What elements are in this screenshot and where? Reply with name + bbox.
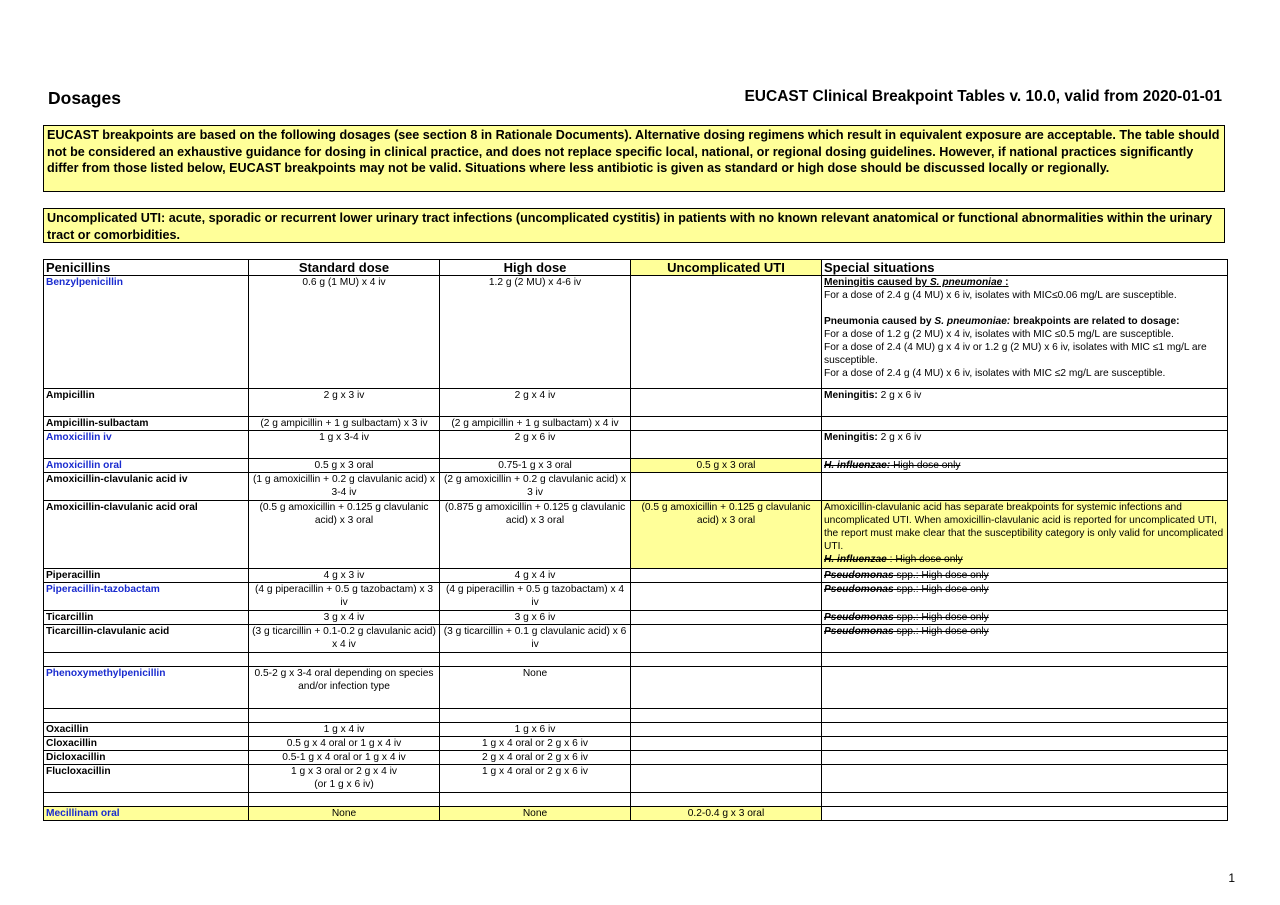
special-situations: [822, 765, 1228, 793]
standard-dose: None: [249, 807, 440, 821]
table-row: [44, 723, 1228, 737]
drug-name: Amoxicillin oral: [44, 459, 249, 473]
uti-dose: [631, 667, 822, 709]
high-dose: (3 g ticarcillin + 0.1 g clavulanic acid) x 6 iv: [440, 625, 631, 653]
special-situations: [822, 667, 1228, 709]
pneumonia-note-3: For a dose of 2.4 g (4 MU) x 6 iv, isolates with MIC ≤2 mg/L are susceptible.: [824, 368, 1166, 379]
spacer-row: [44, 793, 1228, 807]
drug-name: Amoxicillin iv: [44, 431, 249, 459]
table-row: [44, 611, 1228, 625]
standard-dose: 0.5-1 g x 4 oral or 1 g x 4 iv: [249, 751, 440, 765]
drug-name: Ampicillin: [44, 389, 249, 417]
drug-name: Ticarcillin: [44, 611, 249, 625]
special-situations: Meningitis: 2 g x 6 iv: [822, 389, 1228, 417]
meningitis-heading: Meningitis caused by S. pneumoniae :: [824, 277, 1009, 288]
standard-dose: (1 g amoxicillin + 0.2 g clavulanic acid) x 3-4 iv: [249, 473, 440, 501]
table-row: [44, 625, 1228, 653]
high-dose: 1 g x 4 oral or 2 g x 6 iv: [440, 765, 631, 793]
table-row: [44, 389, 1228, 417]
drug-name: Flucloxacillin: [44, 765, 249, 793]
uti-dose: [631, 431, 822, 459]
drug-name: Amoxicillin-clavulanic acid iv: [44, 473, 249, 501]
high-dose: (0.875 g amoxicillin + 0.125 g clavulanic acid) x 3 oral: [440, 501, 631, 569]
spacer-row: [44, 653, 1228, 667]
standard-dose: 4 g x 3 iv: [249, 569, 440, 583]
drug-name: Phenoxymethylpenicillin: [44, 667, 249, 709]
table-row: [44, 501, 1228, 569]
uti-dose: [631, 276, 822, 389]
special-situations: Pseudomonas spp.: High dose only: [822, 569, 1228, 583]
table-row: [44, 751, 1228, 765]
uti-dose: [631, 737, 822, 751]
pneumonia-heading: Pneumonia caused by S. pneumoniae: breakpoints are related to dosage:: [824, 316, 1180, 327]
table-row: [44, 417, 1228, 431]
high-dose: 1.2 g (2 MU) x 4-6 iv: [440, 276, 631, 389]
high-dose: 0.75-1 g x 3 oral: [440, 459, 631, 473]
special-situations: Pseudomonas spp.: High dose only: [822, 625, 1228, 653]
drug-name: Mecillinam oral: [44, 807, 249, 821]
header-high-dose: High dose: [440, 260, 631, 276]
drug-name: Piperacillin: [44, 569, 249, 583]
intro-note: EUCAST breakpoints are based on the following dosages (see section 8 in Rationale Documents). Alternative dosing regimens which result in equivalent exposure are acceptable. The table should not be considered an exhaustive guidance for dosing in clinical practice, and does not replace specific local, national, or regional dosing guidelines. However, if national practices significantly differ from those listed below, EUCAST breakpoints may not be valid. Situations where less antibiotic is given as standard or high dose should be discussed locally or regionally.: [43, 125, 1225, 192]
special-situations: [822, 473, 1228, 501]
pneumonia-note-1: For a dose of 1.2 g (2 MU) x 4 iv, isolates with MIC ≤0.5 mg/L are susceptible.: [824, 329, 1174, 340]
high-dose: 2 g x 4 iv: [440, 389, 631, 417]
special-situations: H. influenzae: High dose only: [822, 459, 1228, 473]
standard-dose: 0.5-2 g x 3-4 oral depending on species and/or infection type: [249, 667, 440, 709]
special-situations: Amoxicillin-clavulanic acid has separate breakpoints for systemic infections and uncomplicated UTI. When amoxicillin-clavulanic acid is reported for uncomplicated UTI, the report must make clear that the susceptibility category is only valid for uncomplicated UTI. H. influenzae : High dose only: [822, 501, 1228, 569]
meningitis-note: For a dose of 2.4 g (4 MU) x 6 iv, isolates with MIC≤0.06 mg/L are susceptible.: [824, 290, 1177, 301]
page-number: 1: [1228, 871, 1235, 885]
uti-dose: [631, 625, 822, 653]
special-situations: [822, 417, 1228, 431]
drug-name: Ticarcillin-clavulanic acid: [44, 625, 249, 653]
header-standard-dose: Standard dose: [249, 260, 440, 276]
standard-dose: (3 g ticarcillin + 0.1-0.2 g clavulanic acid) x 4 iv: [249, 625, 440, 653]
uti-dose: [631, 569, 822, 583]
table-row: [44, 569, 1228, 583]
table-row: [44, 276, 1228, 389]
high-dose: (2 g ampicillin + 1 g sulbactam) x 4 iv: [440, 417, 631, 431]
high-dose: 1 g x 4 oral or 2 g x 6 iv: [440, 737, 631, 751]
header-penicillins: Penicillins: [44, 260, 249, 276]
drug-name: Ampicillin-sulbactam: [44, 417, 249, 431]
high-dose: 2 g x 6 iv: [440, 431, 631, 459]
uti-dose: [631, 723, 822, 737]
special-situations: Pseudomonas spp.: High dose only: [822, 583, 1228, 611]
standard-dose: 3 g x 4 iv: [249, 611, 440, 625]
page-title: Dosages: [48, 88, 121, 108]
uti-dose: (0.5 g amoxicillin + 0.125 g clavulanic acid) x 3 oral: [631, 501, 822, 569]
uti-dose: 0.5 g x 3 oral: [631, 459, 822, 473]
table-row: [44, 765, 1228, 793]
standard-dose: (0.5 g amoxicillin + 0.125 g clavulanic acid) x 3 oral: [249, 501, 440, 569]
standard-dose: (4 g piperacillin + 0.5 g tazobactam) x 3 iv: [249, 583, 440, 611]
table-row: [44, 459, 1228, 473]
uti-dose: [631, 765, 822, 793]
uti-dose: [631, 417, 822, 431]
uti-dose: [631, 583, 822, 611]
table-row: [44, 737, 1228, 751]
high-dose: 1 g x 6 iv: [440, 723, 631, 737]
uti-dose: 0.2-0.4 g x 3 oral: [631, 807, 822, 821]
header-uncomplicated-uti: Uncomplicated UTI: [631, 260, 822, 276]
drug-name: Piperacillin-tazobactam: [44, 583, 249, 611]
special-situations: Pseudomonas spp.: High dose only: [822, 611, 1228, 625]
high-dose: 2 g x 4 oral or 2 g x 6 iv: [440, 751, 631, 765]
table-row: [44, 807, 1228, 821]
drug-name: Amoxicillin-clavulanic acid oral: [44, 501, 249, 569]
high-dose: (2 g amoxicillin + 0.2 g clavulanic acid) x 3 iv: [440, 473, 631, 501]
table-row: [44, 431, 1228, 459]
standard-dose: 0.5 g x 4 oral or 1 g x 4 iv: [249, 737, 440, 751]
uti-dose: [631, 473, 822, 501]
drug-name: Benzylpenicillin: [44, 276, 249, 389]
high-dose: None: [440, 667, 631, 709]
pneumonia-note-2: For a dose of 2.4 (4 MU) g x 4 iv or 1.2 g (2 MU) x 6 iv, isolates with MIC ≤1 mg/L are susceptible.: [824, 342, 1207, 366]
special-situations: [822, 751, 1228, 765]
document-subtitle: EUCAST Clinical Breakpoint Tables v. 10.0, valid from 2020-01-01: [744, 88, 1222, 105]
standard-dose: 1 g x 3-4 iv: [249, 431, 440, 459]
standard-dose: 1 g x 4 iv: [249, 723, 440, 737]
standard-dose: 0.5 g x 3 oral: [249, 459, 440, 473]
standard-dose: (2 g ampicillin + 1 g sulbactam) x 3 iv: [249, 417, 440, 431]
uti-dose: [631, 751, 822, 765]
drug-name: Dicloxacillin: [44, 751, 249, 765]
table-header-row: [44, 260, 1228, 276]
standard-dose: 1 g x 3 oral or 2 g x 4 iv (or 1 g x 6 iv): [249, 765, 440, 793]
header-special-situations: Special situations: [822, 260, 1228, 276]
standard-dose: 0.6 g (1 MU) x 4 iv: [249, 276, 440, 389]
table-row: [44, 667, 1228, 709]
uti-dose: [631, 611, 822, 625]
high-dose: (4 g piperacillin + 0.5 g tazobactam) x 4 iv: [440, 583, 631, 611]
spacer-row: [44, 709, 1228, 723]
special-situations: Meningitis: 2 g x 6 iv: [822, 431, 1228, 459]
special-situations: [822, 807, 1228, 821]
drug-name: Cloxacillin: [44, 737, 249, 751]
high-dose: None: [440, 807, 631, 821]
high-dose: 3 g x 6 iv: [440, 611, 631, 625]
special-situations: [822, 276, 1228, 389]
uti-definition-note: Uncomplicated UTI: acute, sporadic or recurrent lower urinary tract infections (uncomplicated cystitis) in patients with no known relevant anatomical or functional abnormalities within the urinary tract or comorbidities.: [43, 208, 1225, 243]
drug-name: Oxacillin: [44, 723, 249, 737]
special-situations: [822, 723, 1228, 737]
table-row: [44, 583, 1228, 611]
special-situations: [822, 737, 1228, 751]
uti-dose: [631, 389, 822, 417]
high-dose: 4 g x 4 iv: [440, 569, 631, 583]
standard-dose: 2 g x 3 iv: [249, 389, 440, 417]
dosage-table: [43, 259, 1228, 821]
table-row: [44, 473, 1228, 501]
